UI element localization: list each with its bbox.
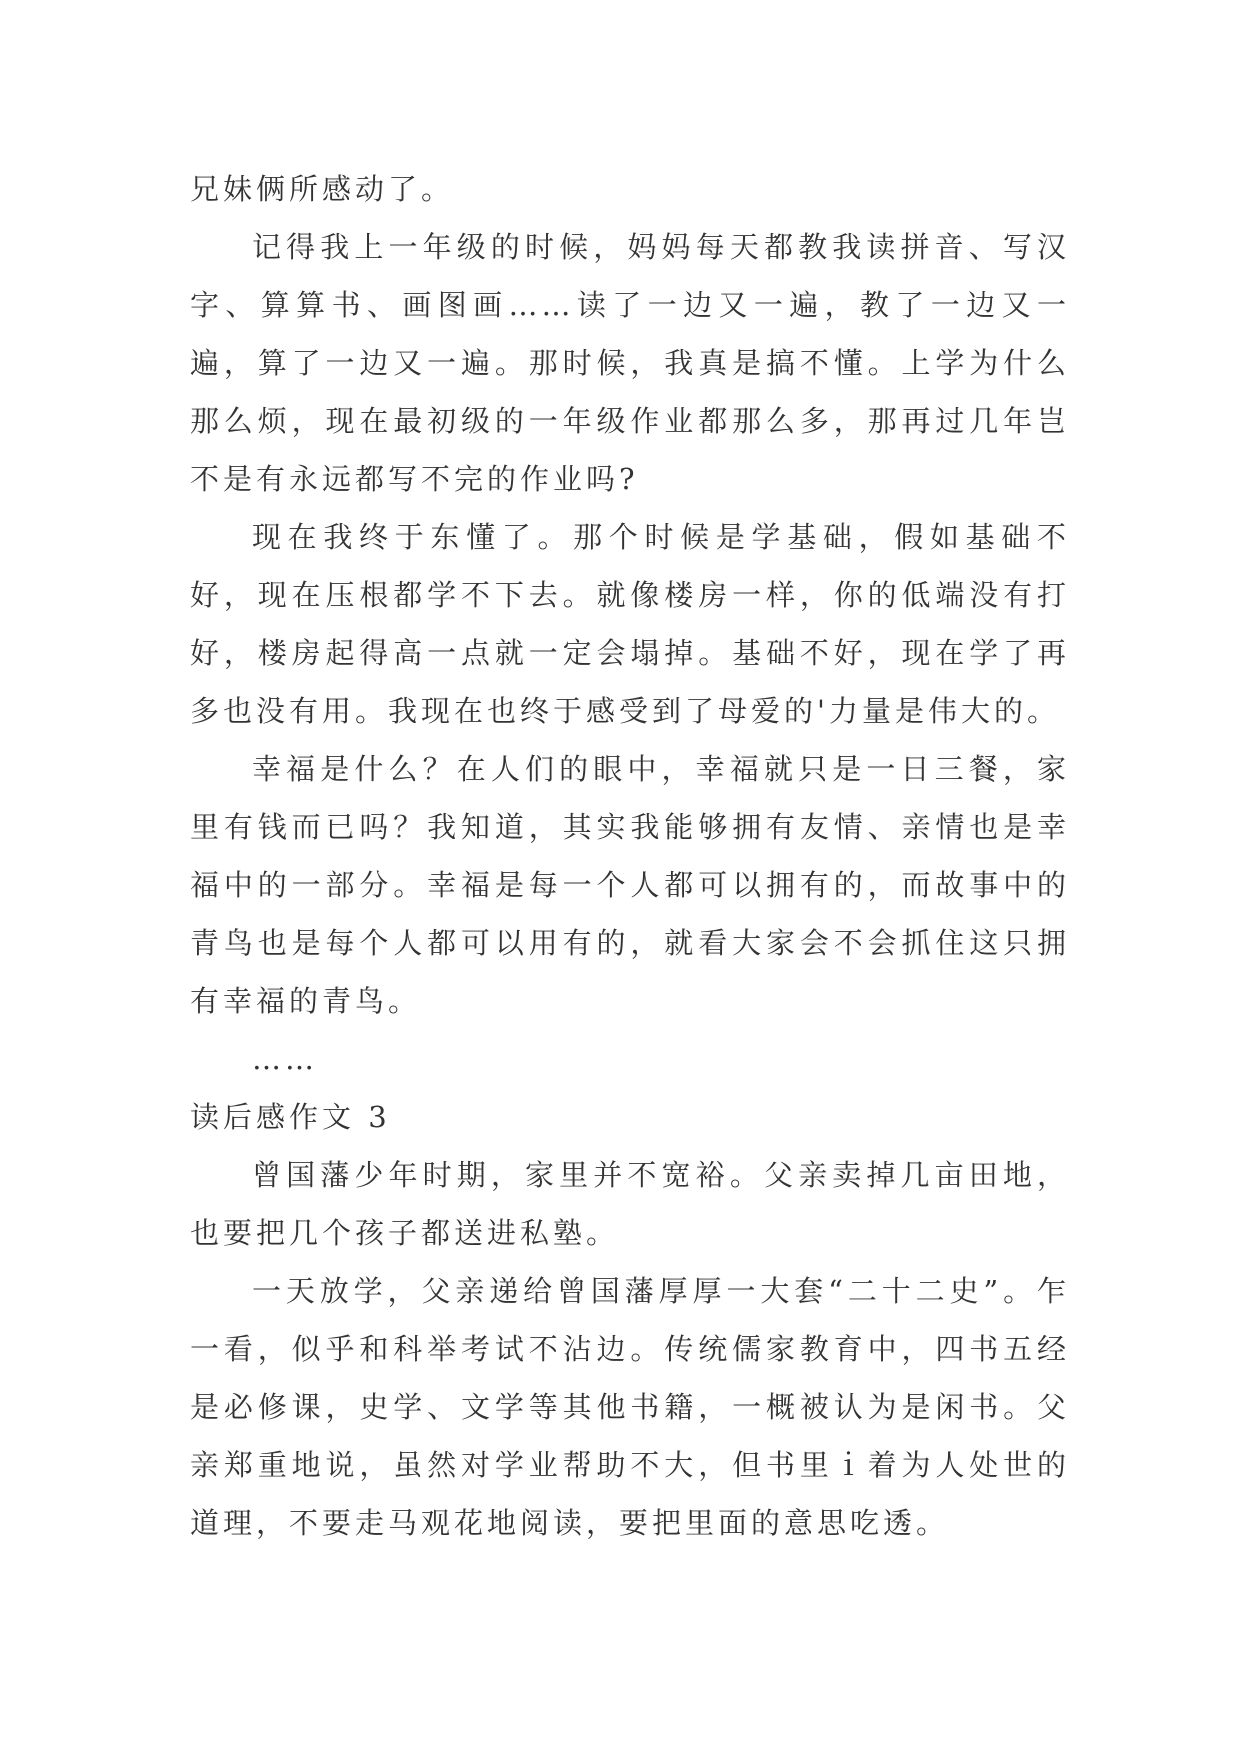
paragraph-first-grade-memory: 记得我上一年级的时候，妈妈每天都教我读拼音、写汉字、算算书、画图画……读了一边又一遍，教了一边又一遍，算了一边又一遍。那时候，我真是搞不懂。上学为什么那么烦，现在最初级的一年级作业都那么多，那再过几年岂不是有永远都写不完的作业吗? — [190, 230, 1070, 496]
paragraph-continuation: 兄妹俩所感动了。 — [190, 172, 455, 206]
paragraph-what-is-happiness: 幸福是什么？在人们的眼中，幸福就只是一日三餐，家里有钱而已吗？我知道，其实我能够拥有友情、亲情也是幸福中的一部分。幸福是每一个人都可以拥有的，而故事中的青鸟也是每个人都可以用有的，就看大家会不会抓住这只拥有幸福的青鸟。 — [190, 752, 1070, 1018]
paragraph-twenty-two-histories: 一天放学，父亲递给曾国藩厚厚一大套“二十二史”。乍一看，似乎和科举考试不沾边。传统儒家教育中，四书五经是必修课，史学、文学等其他书籍，一概被认为是闲书。父亲郑重地说，虽然对学业帮助不大，但书里ｉ着为人处世的道理，不要走马观花地阅读，要把里面的意思吃透。 — [190, 1274, 1070, 1540]
paragraph-ellipsis: …… — [252, 1042, 318, 1076]
paragraph-zeng-guofan-youth: 曾国藩少年时期，家里并不宽裕。父亲卖掉几亩田地，也要把几个孩子都送进私塾。 — [190, 1158, 1070, 1250]
paragraph-understanding-basics: 现在我终于东懂了。那个时候是学基础，假如基础不好，现在压根都学不下去。就像楼房一样，你的低端没有打好，楼房起得高一点就一定会塌掉。基础不好，现在学了再多也没有用。我现在也终于感受到了母爱的'力量是伟大的。 — [190, 520, 1070, 728]
section-title: 读后感作文 3 — [190, 1100, 391, 1134]
document-body — [190, 160, 1070, 1552]
